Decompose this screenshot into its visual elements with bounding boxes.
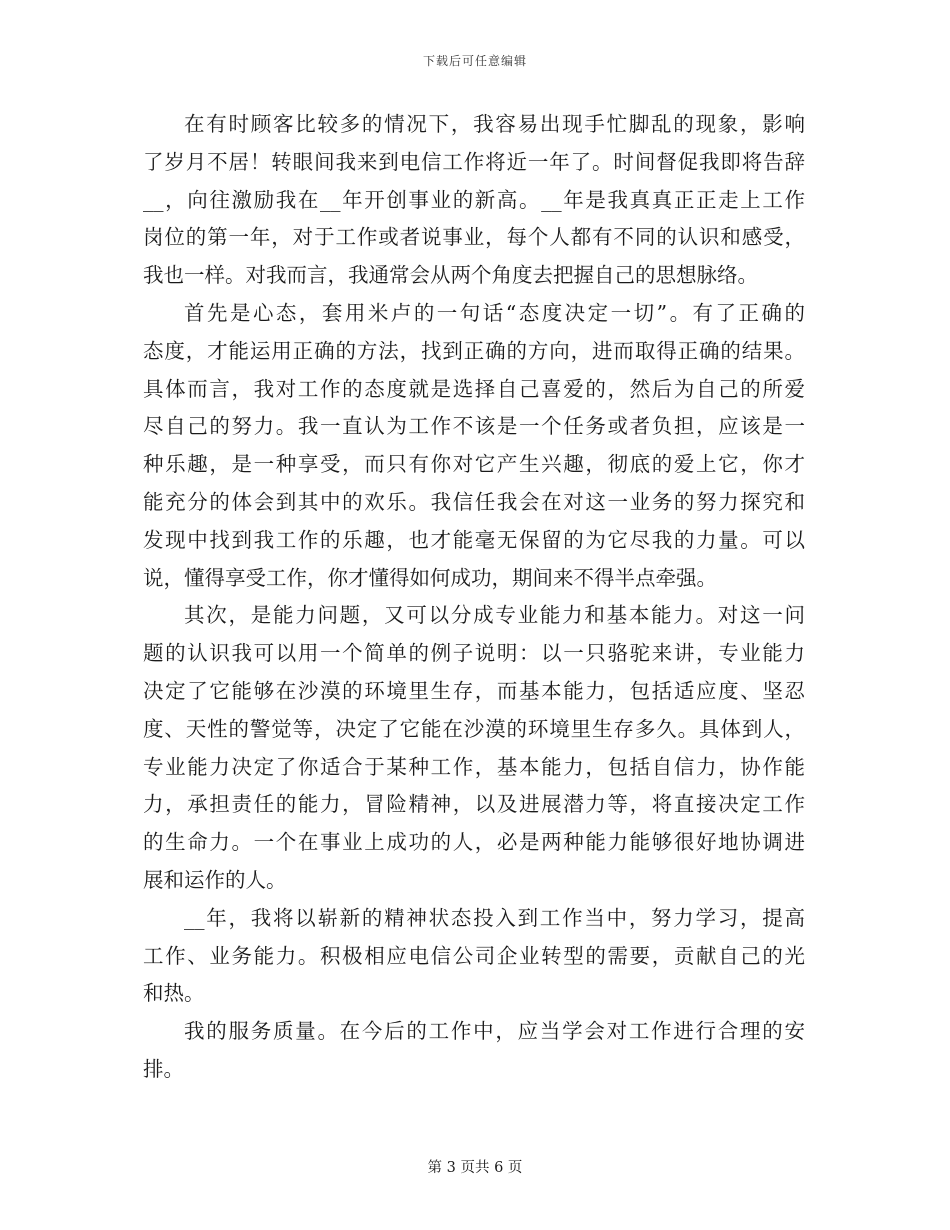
text-line: 我的服务质量。在今后的工作中，应当学会对工作进行合理的安 <box>184 1019 805 1044</box>
paragraph <box>143 1013 805 1089</box>
text-line: 我也一样。对我而言，我通常会从两个角度去把握自己的思想脉络。 <box>143 263 758 288</box>
page-header: 下载后可任意编辑 <box>422 54 527 68</box>
document-body <box>143 106 805 1089</box>
text-line: 岗位的第一年，对于工作或者说事业，每个人都有不同的认识和感受， <box>143 225 805 250</box>
text-line: 尽自己的努力。我一直认为工作不该是一个任务或者负担，应该是一 <box>143 414 805 439</box>
text-line: 排。 <box>143 1056 184 1081</box>
text-line: 说，懂得享受工作，你才懂得如何成功，期间来不得半点牵强。 <box>143 565 717 590</box>
text-line: 首先是心态，套用米卢的一句话“态度决定一切”。有了正确的 <box>184 300 805 325</box>
text-line: 能充分的体会到其中的欢乐。我信任我会在对这一业务的努力探究和 <box>143 489 805 514</box>
text-line: 力，承担责任的能力，冒险精神，以及进展潜力等，将直接决定工作 <box>143 792 805 817</box>
text-line: 态度，才能运用正确的方法，找到正确的方向，进而取得正确的结果。 <box>143 338 805 363</box>
text-line: 度、天性的警觉等，决定了它能在沙漠的环境里生存多久。具体到人， <box>143 716 805 741</box>
text-line: 专业能力决定了你适合于某种工作，基本能力，包括自信力，协作能 <box>143 754 805 779</box>
text-line: __年，我将以崭新的精神状态投入到工作当中，努力学习，提高 <box>184 905 805 930</box>
text-line: 种乐趣，是一种享受，而只有你对它产生兴趣，彻底的爱上它，你才 <box>143 452 805 477</box>
text-line: 决定了它能够在沙漠的环境里生存，而基本能力，包括适应度、坚忍 <box>143 678 805 703</box>
paragraph <box>143 900 805 1013</box>
text-line: 发现中找到我工作的乐趣，也才能毫无保留的为它尽我的力量。可以 <box>143 527 805 552</box>
paragraph <box>143 597 805 899</box>
text-line: 了岁月不居！转眼间我来到电信工作将近一年了。时间督促我即将告辞 <box>143 149 805 174</box>
text-line: 和热。 <box>143 981 205 1006</box>
text-line: 的生命力。一个在事业上成功的人，必是两种能力能够很好地协调进 <box>143 830 805 855</box>
text-line: 其次，是能力问题，又可以分成专业能力和基本能力。对这一问 <box>184 603 805 628</box>
text-line: 具体而言，我对工作的态度就是选择自己喜爱的，然后为自己的所爱 <box>143 376 805 401</box>
text-line: 在有时顾客比较多的情况下，我容易出现手忙脚乱的现象，影响 <box>184 112 805 136</box>
paragraph <box>143 295 805 597</box>
text-line: 展和运作的人。 <box>143 867 287 892</box>
text-line: __，向往激励我在__年开创事业的新高。__年是我真真正正走上工作 <box>143 187 805 212</box>
text-line: 工作、业务能力。积极相应电信公司企业转型的需要，贡献自己的光 <box>143 943 805 968</box>
page-number: 第 3 页共 6 页 <box>427 1160 523 1176</box>
paragraph <box>143 106 805 295</box>
text-line: 题的认识我可以用一个简单的例子说明：以一只骆驼来讲，专业能力 <box>143 641 805 666</box>
